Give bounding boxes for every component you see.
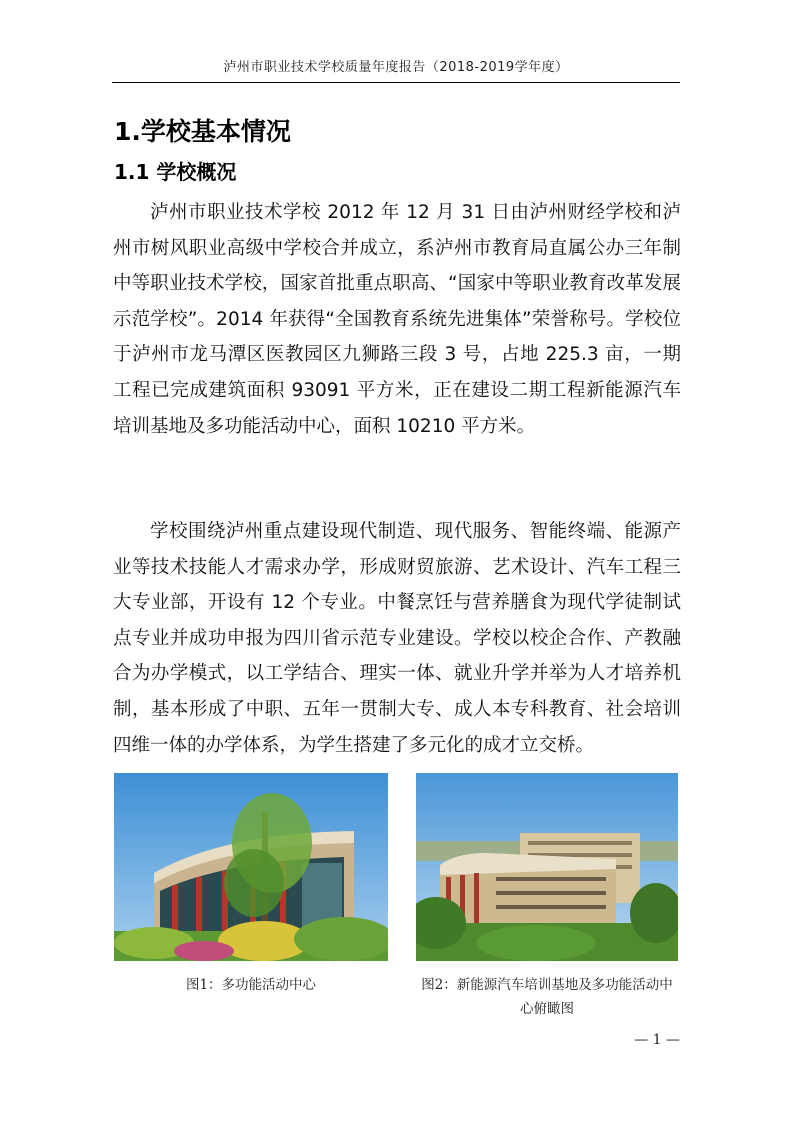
photo-activity-center <box>114 773 388 961</box>
figure-1-caption: 图1：多功能活动中心 <box>185 977 317 993</box>
header-divider <box>112 82 680 83</box>
paragraph-school-overview: 泸州市职业技术学校 2012 年 12 月 31 日由泸州财经学校和泸州市树风职业高级中学校合并成立，系泸州市教育局直属公办三年制中等职业技术学校，国家首批重点职高、“国家中等职业教育改革发展示范学校”。2014 年获得“全国教育系统先进集体”荣誉称号。学校位于泸州市龙马潭区医教园区九狮路三段 3 号，占地 225.3 亩，一期工程已完成建筑面积 93091 平方米，正在建设二期工程新能源汽车培训基地及多功能活动中心，面积 10210 平方米。 <box>113 202 681 437</box>
paragraph-school-programs: 学校围绕泸州重点建设现代制造、现代服务、智能终端、能源产业等技术技能人才需求办学，形成财贸旅游、艺术设计、汽车工程三大专业部，开设有 12 个专业。中餐烹饪与营养膳食为现代学徒制试点专业并成功申报为四川省示范专业建设。学校以校企合作、产教融合为办学模式，以工学结合、理实一体、就业升学并举为人才培养机制，基本形成了中职、五年一贯制大专、成人本专科教育、社会培训四维一体的办学体系，为学生搭建了多元化的成才立交桥。 <box>113 521 681 756</box>
running-header: 泸州市职业技术学校质量年度报告（2018-2019学年度） <box>223 60 569 75</box>
photo-campus-aerial <box>416 773 678 961</box>
section-heading: 1.学校基本情况 <box>114 117 291 146</box>
page-number: — 1 — <box>634 1032 680 1048</box>
figure-2-caption: 图2：新能源汽车培训基地及多功能活动中心俯瞰图 <box>421 977 673 1017</box>
subsection-heading: 1.1 学校概况 <box>114 160 237 184</box>
